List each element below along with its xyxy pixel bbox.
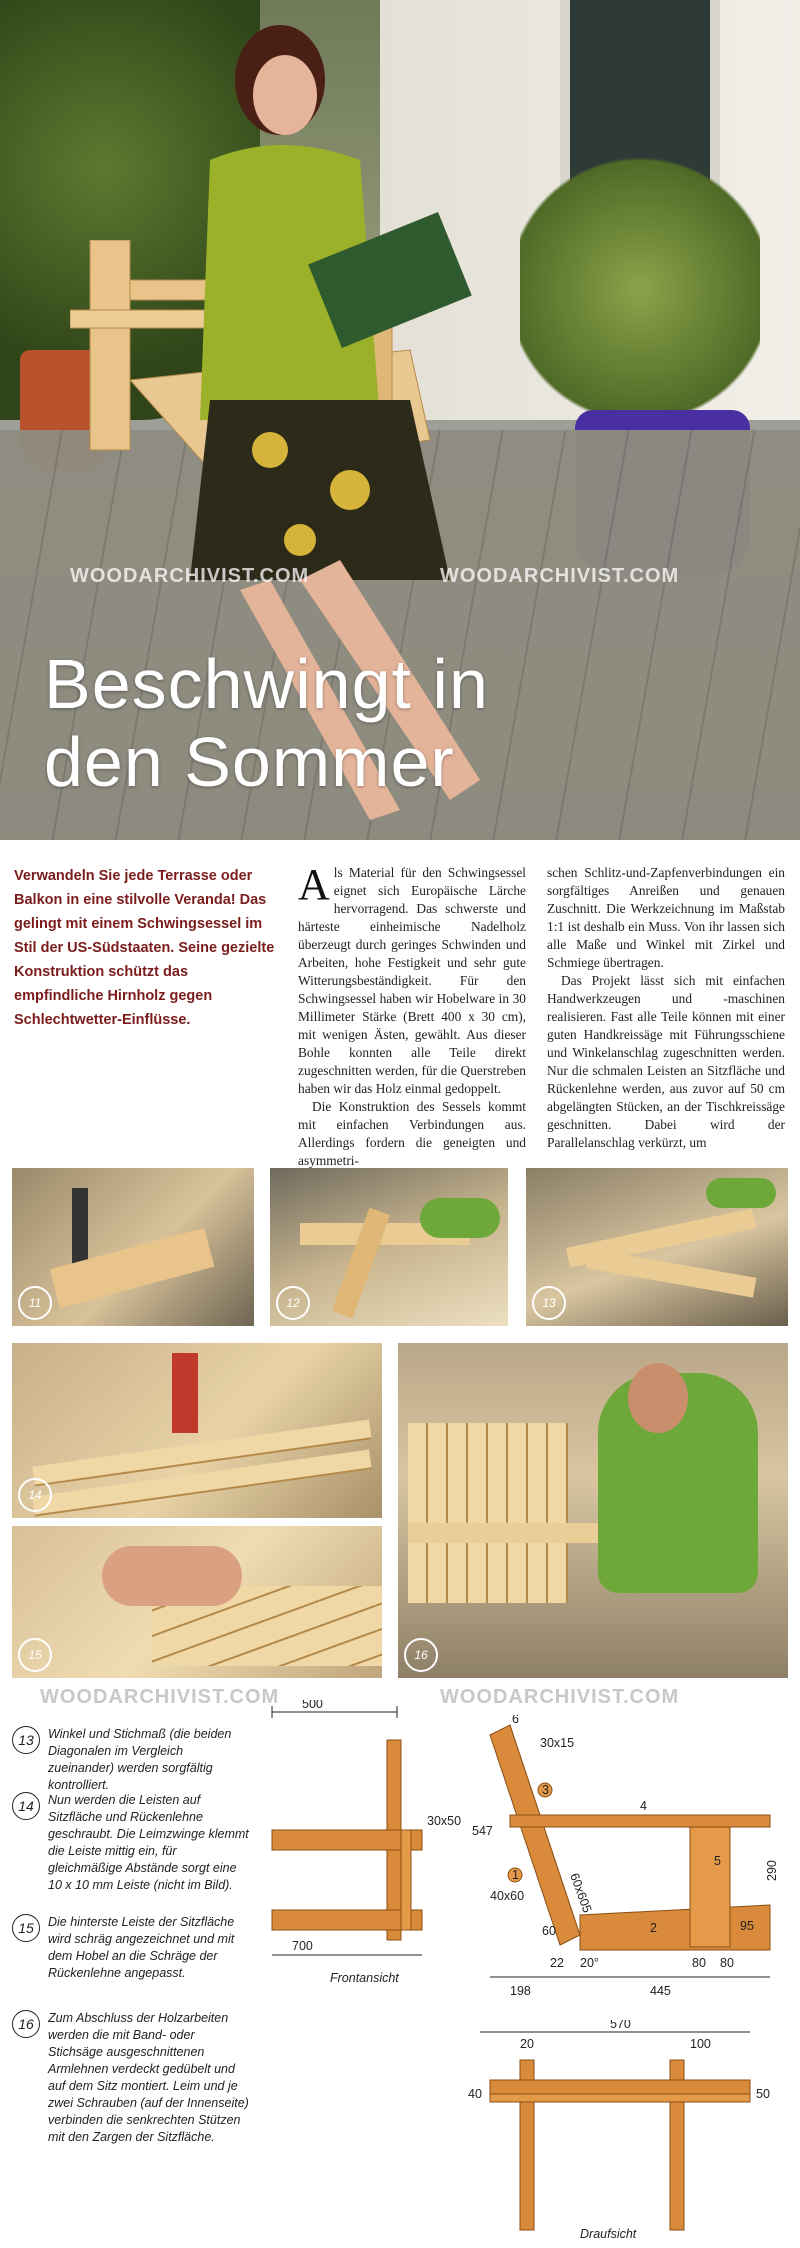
worker-head bbox=[628, 1363, 688, 1433]
article-title bbox=[44, 645, 564, 801]
photo-number: 14 bbox=[18, 1478, 52, 1512]
plant-right bbox=[520, 150, 760, 430]
dim-80b: 80 bbox=[720, 1956, 734, 1970]
title-line-2: den Sommer bbox=[44, 723, 455, 801]
photo-step-15 bbox=[12, 1526, 382, 1678]
hands bbox=[102, 1546, 242, 1606]
watermark: WOODARCHIVIST.COM bbox=[40, 1686, 280, 1708]
front-support bbox=[690, 1827, 730, 1947]
dim-290: 290 bbox=[765, 1860, 779, 1881]
front-view-caption: Frontansicht bbox=[330, 1971, 399, 1985]
dim-95: 95 bbox=[740, 1919, 754, 1933]
watermark: WOODARCHIVIST.COM bbox=[440, 1686, 680, 1708]
step-text: Zum Abschluss der Holzarbeiten werden die mit Band- oder Stichsäge ausgeschnittenen Armlehnen verdeckt gedübelt und auf dem Sitz montiert. Leim und je zwei Schrauben (auf der Innenseite) verbinden die senkrechten Stützen mit den Zargen der Sitzfläche. bbox=[48, 2011, 249, 2144]
top-rail bbox=[490, 2080, 750, 2094]
step-text: Nun werden die Leisten auf Sitzfläche und Rückenlehne geschraubt. Die Leimzwinge klemmt die Leiste mittig ein, für gleichmäßige Abstände sorgt eine 10 x 10 mm Leiste (nicht im Bild). bbox=[48, 1793, 249, 1892]
photo-number: 16 bbox=[404, 1638, 438, 1672]
dim-500: 500 bbox=[302, 1700, 323, 1711]
dim-60: 60 bbox=[542, 1924, 556, 1938]
part-5: 5 bbox=[714, 1854, 721, 1868]
dim-700: 700 bbox=[292, 1939, 313, 1953]
hero-photo bbox=[0, 0, 800, 840]
step-badge: 16 bbox=[12, 2010, 40, 2038]
part-2: 2 bbox=[650, 1921, 657, 1935]
photo-number: 13 bbox=[532, 1286, 566, 1320]
dim-30x15: 30x15 bbox=[540, 1736, 575, 1750]
dim-198: 198 bbox=[510, 1984, 531, 1998]
step-text: Winkel und Stichmaß (die beiden Diagonalen im Vergleich zueinander) werden sorgfältig kontrolliert. bbox=[48, 1727, 232, 1792]
frame-rail bbox=[586, 1248, 757, 1297]
photo-step-12 bbox=[270, 1168, 508, 1326]
photo-step-16 bbox=[398, 1343, 788, 1678]
chair-backrest bbox=[408, 1423, 568, 1603]
part-4: 4 bbox=[640, 1799, 647, 1813]
step-13 bbox=[12, 1726, 252, 1794]
step-badge: 14 bbox=[12, 1792, 40, 1820]
dim-445: 445 bbox=[650, 1984, 671, 1998]
dim-20: 20 bbox=[520, 2037, 534, 2051]
photo-step-11 bbox=[12, 1168, 254, 1326]
front-support bbox=[401, 1830, 411, 1930]
dim-50: 50 bbox=[756, 2087, 770, 2101]
photo-number: 15 bbox=[18, 1638, 52, 1672]
dim-100: 100 bbox=[690, 2037, 711, 2051]
dim-22: 22 bbox=[550, 1956, 564, 1970]
article-column-2 bbox=[547, 864, 785, 1152]
part-1: 1 bbox=[512, 1868, 519, 1882]
top-view-drawing bbox=[460, 2020, 778, 2240]
step-badge: 13 bbox=[12, 1726, 40, 1754]
step-16 bbox=[12, 2010, 252, 2146]
title-line-1: Beschwingt in bbox=[44, 645, 489, 723]
dim-60x605: 60x605 bbox=[567, 1871, 595, 1915]
backrest-post bbox=[490, 1725, 580, 1945]
paragraph: Als Material für den Schwingsessel eignet sich Europäische Lärche hervorragend. Das schwerste und härteste einheimische Nadelholz überzeugt durch geringes Schwinden und Arbeiten, hohe Festigkeit und sehr gute Witterungsbeständigkeit. Für den Schwingsessel haben wir Hobelware in 30 Millimeter Stärke (Brett 400 x 30 cm), mit wenigen Ästen, gewählt. Aus dieser Bohle konnten alle Teile direkt zugeschnitten werden, für die Querstreben haben wir das Holz einmal gedoppelt. bbox=[298, 860, 526, 1096]
step-text: Die hinterste Leiste der Sitzfläche wird schräg angezeichnet und mit dem Hobel an die Schräge der Rückenlehne angepasst. bbox=[48, 1915, 235, 1980]
photo-number: 12 bbox=[276, 1286, 310, 1320]
armrest bbox=[510, 1815, 770, 1827]
armrest bbox=[408, 1523, 628, 1543]
dim-570: 570 bbox=[610, 2020, 631, 2031]
worker-arm bbox=[706, 1178, 776, 1208]
drop-cap: A bbox=[298, 860, 330, 909]
watermark-left: WOODARCHIVIST.COM bbox=[70, 565, 310, 587]
paragraph: schen Schlitz-und-Zapfenverbindungen ein sorgfältiges Anreißen und genauen Zuschnitt. Die Werkzeichnung im Maßstab 1:1 ist deshalb ein Muss. Von ihr lassen sich alle Maße und Winkel mit Zirkel und Schmiege übertragen. bbox=[547, 865, 785, 970]
photo-step-14 bbox=[12, 1343, 382, 1518]
front-seat-rail bbox=[272, 1910, 422, 1930]
dim-40x60: 40x60 bbox=[490, 1889, 525, 1903]
paragraph: Die Konstruktion des Sessels kommt mit einfachen Verbindungen aus. Allerdings fordern die geneigten und asymmetri- bbox=[298, 1099, 526, 1168]
step-badge: 15 bbox=[12, 1914, 40, 1942]
article-column-1 bbox=[298, 860, 526, 1170]
watermark-right: WOODARCHIVIST.COM bbox=[440, 565, 680, 587]
top-rail-inner bbox=[490, 2094, 750, 2102]
photo-number: 11 bbox=[18, 1286, 52, 1320]
dim-30x50: 30x50 bbox=[427, 1814, 462, 1828]
cordless-drill bbox=[172, 1353, 198, 1433]
intro-lead: Verwandeln Sie jede Terrasse oder Balkon in eine stilvolle Veranda! Das gelingt mit einem Schwingsessel im Stil der US-Südstaaten. Seine gezielte Konstruktion schützt das empfindliche Hirnholz gegen Schlechtwetter-Einflüsse. bbox=[14, 868, 275, 1028]
top-view-caption: Draufsicht bbox=[580, 2227, 637, 2240]
part-3: 3 bbox=[542, 1783, 549, 1797]
paragraph: Das Projekt lässt sich mit einfachen Handwerkzeugen und -maschinen realisieren. Fast alle Teile können mit einer guten Handkreissäge mit Führungsschiene und Winkelanschlag zugeschnitten werden. Nur die schmalen Leisten an Sitzfläche und Rückenlehne werden, aus zuvor auf 50 cm abgelängten Stücken, an der Tischkreissäge geschnitten. Dabei wird der Parallelanschlag verkürzt, um bbox=[547, 973, 785, 1150]
dim-80a: 80 bbox=[692, 1956, 706, 1970]
part-6: 6 bbox=[512, 1715, 519, 1726]
side-view-drawing bbox=[470, 1715, 788, 2005]
front-view-drawing bbox=[262, 1700, 482, 1990]
dim-20deg: 20° bbox=[580, 1956, 599, 1970]
step-14 bbox=[12, 1792, 252, 1894]
step-15 bbox=[12, 1914, 252, 1982]
dim-40: 40 bbox=[468, 2087, 482, 2101]
worker-arm bbox=[420, 1198, 500, 1238]
front-armrest bbox=[272, 1830, 422, 1850]
dim-547: 547 bbox=[472, 1824, 493, 1838]
photo-step-13 bbox=[526, 1168, 788, 1326]
